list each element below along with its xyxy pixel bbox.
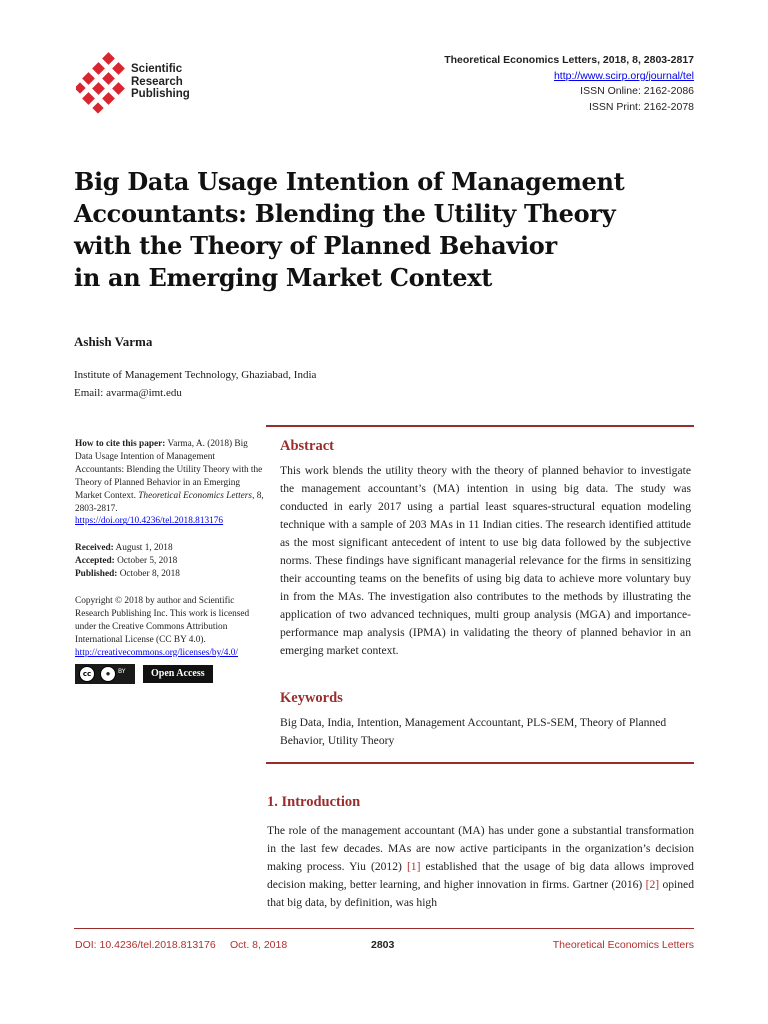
affiliation: Institute of Management Technology, Ghaziabad, India — [74, 369, 317, 381]
abstract-top-rule — [266, 425, 694, 427]
published-label: Published: — [75, 569, 118, 580]
introduction-text — [267, 822, 694, 912]
accepted-label: Accepted: — [75, 556, 115, 567]
published-value: October 8, 2018 — [119, 569, 180, 580]
keywords-heading: Keywords — [280, 690, 343, 706]
reference-link[interactable]: [2] — [645, 878, 660, 891]
paper-title — [74, 166, 694, 294]
publisher-name-line: Research — [131, 75, 183, 88]
how-to-cite-text: Varma, A. (2018) Big Data Usage Intention of Management Accountants: Blending the Utility Theory with the Theory of Planned Behavior in an Emerging Market Context. — [75, 439, 263, 501]
title-line: with the Theory of Planned Behavior — [74, 231, 557, 260]
abstract-bottom-rule — [266, 762, 694, 764]
received-date — [75, 542, 265, 555]
intro-text-part: established that the usage of big data allows improved decision making, better learning, and higher innovation in firms. Gartner (2016) — [267, 860, 694, 891]
publisher-logo — [76, 52, 206, 114]
abstract-heading: Abstract — [280, 438, 334, 454]
keywords-text: Big Data, India, Intention, Management Accountant, PLS-SEM, Theory of Planned Behavior, Utility Theory — [280, 716, 667, 747]
cc-icon: cc — [79, 666, 95, 682]
cite-volume-pages: , 8, 2803-2817. — [75, 490, 264, 514]
publisher-name — [131, 63, 190, 101]
journal-info — [444, 53, 694, 115]
copyright-text: Copyright © 2018 by author and Scientific Research Publishing Inc. This work is licensed under the Creative Commons Attribution International License (CC BY 4.0). — [75, 596, 250, 645]
publisher-name-line: Scientific — [131, 63, 183, 75]
received-value: August 1, 2018 — [115, 543, 173, 554]
title-line: Accountants: Blending the Utility Theory — [74, 199, 616, 228]
published-date — [75, 568, 265, 581]
attribution-person-icon: ● — [100, 666, 116, 682]
reference-link[interactable]: [1] — [406, 860, 421, 873]
issn-online: ISSN Online: 2162-2086 — [580, 85, 694, 97]
cite-journal-name: Theoretical Economics Letters — [138, 490, 253, 501]
accepted-value: October 5, 2018 — [117, 556, 178, 567]
title-line: Big Data Usage Intention of Management — [74, 167, 625, 196]
page-number: 2803 — [371, 939, 395, 951]
abstract-text: This work blends the utility theory with the theory of planned behavior to investigate the management accountant’s (MA) intention in using big data. The study was conducted in early 2017 using a partial least squares-structural equation modeling technique with a sample of 203 MAs in 11 Indian cities. The research identified attitude as the most significant antecedent of intent to use big data followed by the subjective norms. These findings have significant managerial relevance for the firms in sensitizing their accounting teams on the benefits of using big data to achieve more voluntary buy in from the MAs. The investigation also contributes to the methods by illustrating the application of two advanced techniques, multi group analysis (MGA) and importance-performance map analysis (IPMA) in validating the theory of planned behavior in an emerging market context. — [280, 464, 691, 657]
open-access-badge[interactable]: Open Access — [143, 665, 213, 683]
how-to-cite-label: How to cite this paper: — [75, 439, 166, 449]
logo-diamonds-icon — [76, 52, 132, 114]
journal-citation: Theoretical Economics Letters, 2018, 8, 2803-2817 — [444, 54, 694, 66]
citation-sidebar — [75, 438, 265, 689]
journal-url-link[interactable]: http://www.scirp.org/journal/tel — [553, 69, 694, 82]
accepted-date — [75, 555, 265, 568]
doi-link[interactable]: https://doi.org/10.4236/tel.2018.813176 — [75, 516, 224, 527]
by-label: BY — [118, 667, 126, 675]
footer-date: Oct. 8, 2018 — [230, 939, 288, 951]
license-link[interactable]: http://creativecommons.org/licenses/by/4.0/ — [75, 647, 239, 658]
footer-journal: Theoretical Economics Letters — [552, 939, 694, 951]
publisher-name-line: Publishing — [131, 88, 190, 100]
received-label: Received: — [75, 543, 114, 554]
introduction-heading: 1. Introduction — [267, 794, 361, 810]
author-email: Email: avarma@imt.edu — [74, 387, 182, 399]
intro-text-part: The role of the management accountant (MA) has under gone a substantial transformation in the last few decades. MAs are now active participants in the organization’s decision making process. Yiu (2012) — [267, 824, 694, 873]
license-badges — [75, 664, 213, 684]
author-name: Ashish Varma — [74, 334, 153, 349]
footer-rule — [74, 928, 694, 929]
issn-print: ISSN Print: 2162-2078 — [588, 100, 694, 113]
cc-by-badge[interactable] — [75, 664, 135, 684]
author-affiliation-block — [74, 366, 316, 402]
footer-doi: DOI: 10.4236/tel.2018.813176 — [75, 939, 216, 951]
title-line: in an Emerging Market Context — [74, 263, 493, 292]
intro-text-part: opined that big data, by definition, was high — [267, 878, 695, 909]
how-to-cite — [75, 438, 265, 528]
